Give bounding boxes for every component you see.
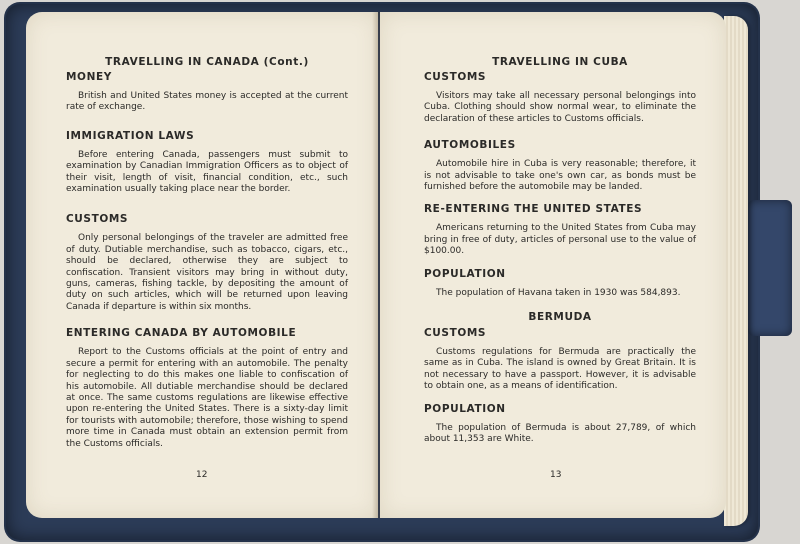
page-edges (724, 16, 748, 526)
subsection-title-bermuda: BERMUDA (528, 311, 592, 324)
page-number: 12 (196, 470, 208, 480)
section-text-re-entering: Americans returning to the United States from Cuba may bring in free of duty, articles of personal use to the value of $100.00. (424, 223, 696, 257)
section-text-customs: Only personal belongings of the traveler are admitted free of duty. Dutiable merchandise, such as tobacco, cigars, etc., should be declared, otherwise they are subject to confiscation. Transient visitors may bring in without duty, guns, cameras, fishing tackle, by depositing the amount of duty on such articles, which will be returned upon leaving Canada if departure is within six months. (66, 233, 348, 312)
section-heading-customs: CUSTOMS (66, 213, 129, 226)
section-heading-money: MONEY (66, 71, 112, 83)
section-text-immigration-laws: Before entering Canada, passengers must submit to examination by Canadian Immigration Officers as to object of their visit, length of visit, financial condition, etc., such examination usually taking place near the border. (66, 149, 348, 195)
section-text-customs: Visitors may take all necessary personal belongings into Cuba. Clothing should show normal wear, to eliminate the declaration of these articles to Customs officials. (424, 91, 696, 124)
left-page (26, 12, 378, 518)
running-title: TRAVELLING IN CUBA (492, 56, 628, 68)
section-heading-bermuda-customs: CUSTOMS (424, 327, 487, 340)
section-heading-entering-by-automobile: ENTERING CANADA BY AUTOMOBILE (66, 327, 297, 340)
page-number: 13 (550, 470, 562, 480)
section-text-entering-by-automobile: Report to the Customs officials at the point of entry and secure a permit for entering with an automobile. The penalty for neglecting to do this makes one liable to confiscation of his automobile. All dutiable merchandise should be declared at once. The same customs regulations are likewise effective upon re-entering the United States. There is a sixty-day limit for tourists with automobile; therefore, those wishing to spend more time in Canada must obtain an extension permit from the Customs officials. (66, 347, 348, 449)
section-text-bermuda-customs: Customs regulations for Bermuda are practically the same as in Cuba. The island is owned by Great Britain. It is not necessary to have a passport. However, it is advisable to obtain one, as a means of identification. (424, 347, 696, 392)
section-heading-customs: CUSTOMS (424, 71, 487, 83)
section-heading-population: POPULATION (424, 267, 506, 280)
cover-clasp-tab (748, 200, 792, 336)
section-heading-re-entering: RE-ENTERING THE UNITED STATES (424, 203, 643, 216)
section-text-money: British and United States money is accepted at the current rate of exchange. (66, 91, 348, 113)
section-heading-automobiles: AUTOMOBILES (424, 139, 516, 152)
right-page (380, 12, 726, 518)
section-text-automobiles: Automobile hire in Cuba is very reasonable; therefore, it is not advisable to take one's own car, as bonds must be furnished before the automobile may be landed. (424, 159, 696, 193)
section-text-population: The population of Havana taken in 1930 was 584,893. (436, 287, 681, 298)
section-heading-immigration-laws: IMMIGRATION LAWS (66, 129, 195, 142)
running-title: TRAVELLING IN CANADA (Cont.) (105, 56, 309, 68)
section-text-bermuda-population: The population of Bermuda is about 27,789, of which about 11,353 are White. (424, 422, 696, 445)
section-heading-bermuda-population: POPULATION (424, 402, 506, 415)
